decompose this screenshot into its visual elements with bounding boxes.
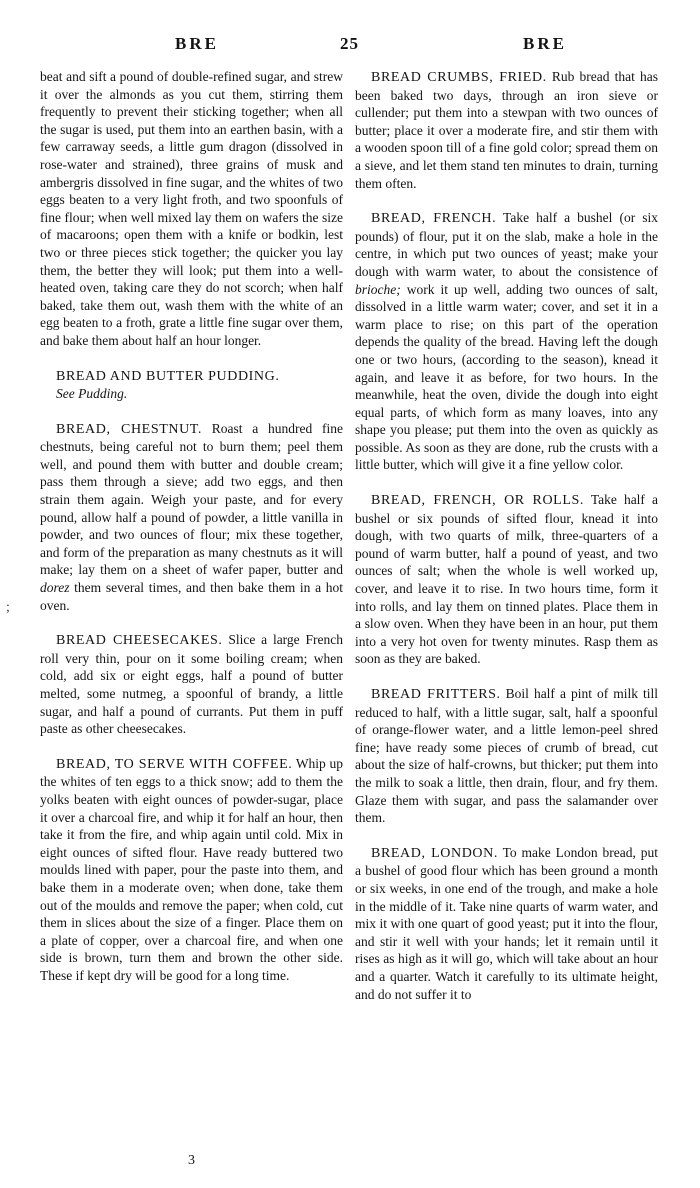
entry-bread-chestnut [40,420,343,615]
entry-body: Roast a hundred fine chestnuts, being careful not to burn them; peel them well, and pound them with butter and double cream; pass them through a sieve; add two eggs, and then strain them again. Weigh your paste, and for every pound, allow half a pound of powder, a little vanilla in powder, and two ounces of flour; mix these together, and form of the preparation as many chestnuts as it will make; lay them on a sheet of wafer paper, butter and [40,420,344,578]
page-number: 25 [340,34,359,53]
left-column [40,68,343,985]
entry-body: Slice a large French roll very thin, pour on it some boiling cream; when cold, add six or eight eggs, half a pound of butter melted, some nutmeg, a spoonful of brandy, a little sugar, and half a pound of currants. Put them in puff paste as other cheesecakes. [40,632,343,737]
entry-bread-coffee [40,755,343,985]
entry-heading: BREAD, CHESTNUT. [56,421,203,437]
entry-heading: BREAD, LONDON. [371,845,498,861]
entry-body-tail: work it up well, adding two ounces of salt, dissolved in a little warm water; cover, and set it in a warm place to rise; on this part of the operation depends the quality of the bread. Having left the dough one or two hours, (according to the season), knead it again, and leave it as before, for two hours. In the meanwhile, heat the oven, divide the dough into eight equal parts, of which form as many loaves, into any shape you please; put them into the oven as quickly as possible. As soon as they are done, rub the crusts with a little butter, which will give it a fine yellow color. [355,281,659,473]
running-header [40,34,658,60]
entry-bread-butter-pudding [40,367,343,386]
header-right-word: BRE [523,34,567,53]
signature-mark: 3 [188,1153,195,1168]
entry-bread-london [355,844,658,1003]
entry-italic-term: dorez [40,580,70,596]
entry-heading: BREAD FRITTERS. [371,687,501,702]
entry-italic-term: brioche; [355,281,401,297]
entry-body: To make London bread, put a bushel of good flour which has been ground a month or six weeks, in one end of the trough, and make a hole in the middle of it. Take nine quarts of warm water, and mix it with one quart of good yeast; put it into the flour, and stir it well with your hands; let it remain until it rises as high as it will go, which will take about an hour and a quarter. Watch it carefully to its ultimate height, and do not suffer it to [355,844,659,1002]
entry-body: Take half a bushel (or six pounds) of flour, put it on the slab, make a hole in the centre, in which put two ounces of yeast; make your dough with warm water, to about the consistence of [355,210,658,279]
macaroon-continuation: beat and sift a pound of double-refined sugar, and strew it over the almonds as you cut them, stirring them frequently to prevent their sticking together; when all the sugar is used, put them into an earthen basin, with a few carraway seeds, a little gum dragon (dissolved in rose-water and strained), three grains of musk and ambergris dissolved in fine sugar, and the whites of two eggs beaten to a very light froth, and two spoonfuls of fine flour; when well mixed lay them on wafers the size of macaroons; open them with a knife or bodkin, lest two or three pieces stick together; the quicker you lay them, the better they will look; put them into a well-heated oven, taking care they do not scorch; when half baked, take them out, wash them with the white of an egg beaten to a froth, grate a little fine sugar over them, and bake them about half an hour longer. [40,69,343,348]
entry-heading: BREAD CHEESECAKES. [56,633,223,649]
entry-body: Whip up the whites of ten eggs to a thick snow; add to them the yolks beaten with eight ounces of powder-sugar, place it over a charcoal fire, and whip it for half an hour, then take it from the fire, and whip again until cold. Mix in eight ounces of sifted flour. Have ready buttered two moulds lined with paper, pour the paste into them, and bake them in a moderate oven; when done, take them out of the moulds and remove the paper; when cold, cut them in slices about the size of a finger. Place them on a plate of copper, over a charcoal fire, and when one side is brown, turn them and brown the other side. These if kept dry will be good for a long time. [40,755,344,983]
entry-heading: BREAD, FRENCH. [371,211,497,227]
entry-bread-crumbs-fried [355,68,658,192]
cross-reference: See Pudding. [56,386,128,402]
entry-heading: BREAD AND BUTTER PUDDING. [56,368,280,384]
header-left-word: BRE [175,34,219,53]
entry-bread-french [355,209,658,474]
entry-heading: BREAD, TO SERVE WITH COFFEE. [56,756,293,772]
entry-heading: BREAD CRUMBS, FRIED. [371,70,547,85]
entry-body: Rub bread that has been baked two days, through an iron sieve or cullender; put them into a stewpan with two ounces of butter; place it over a moderate fire, and stir them with a wooden spoon till of a fine gold color; spread them on a sieve, and let them stand ten minutes to drain, turning them often. [355,69,658,191]
entry-bread-french-rolls [355,491,658,668]
entry-heading: BREAD, FRENCH, OR ROLLS. [371,493,584,509]
entry-body-tail: them several times, and then bake them in a hot oven. [40,580,343,613]
entry-bread-cheesecakes [40,631,343,738]
margin-mark: ; [6,600,10,615]
entry-body: Take half a bushel or six pounds of sifted flour, knead it into dough, with two quarts of milk, three-quarters of a pound of warm butter, half a pound of yeast, and two ounces of salt; when the whole is well worked up, cover, and leave it to rise. In two hours time, form it into rolls, and lay them on tinned plates. Place them in a slow oven. When they have been in an hour, put them into a very hot oven for twenty minutes. Rasp them as soon as they are baked. [355,492,658,667]
entry-bread-fritters [355,685,658,827]
right-column [355,68,658,1003]
entry-body: Boil half a pint of milk till reduced to half, with a little sugar, salt, half a spoonful of orange-flower water, and a little lemon-peel shred fine; have ready some pieces of crumb of bread, cut about the size of half-crowns, but thicker; put them into the milk to soak a little, then drain, flour, and fry them. Glaze them with sugar, and pass the salamander over them. [355,686,658,826]
